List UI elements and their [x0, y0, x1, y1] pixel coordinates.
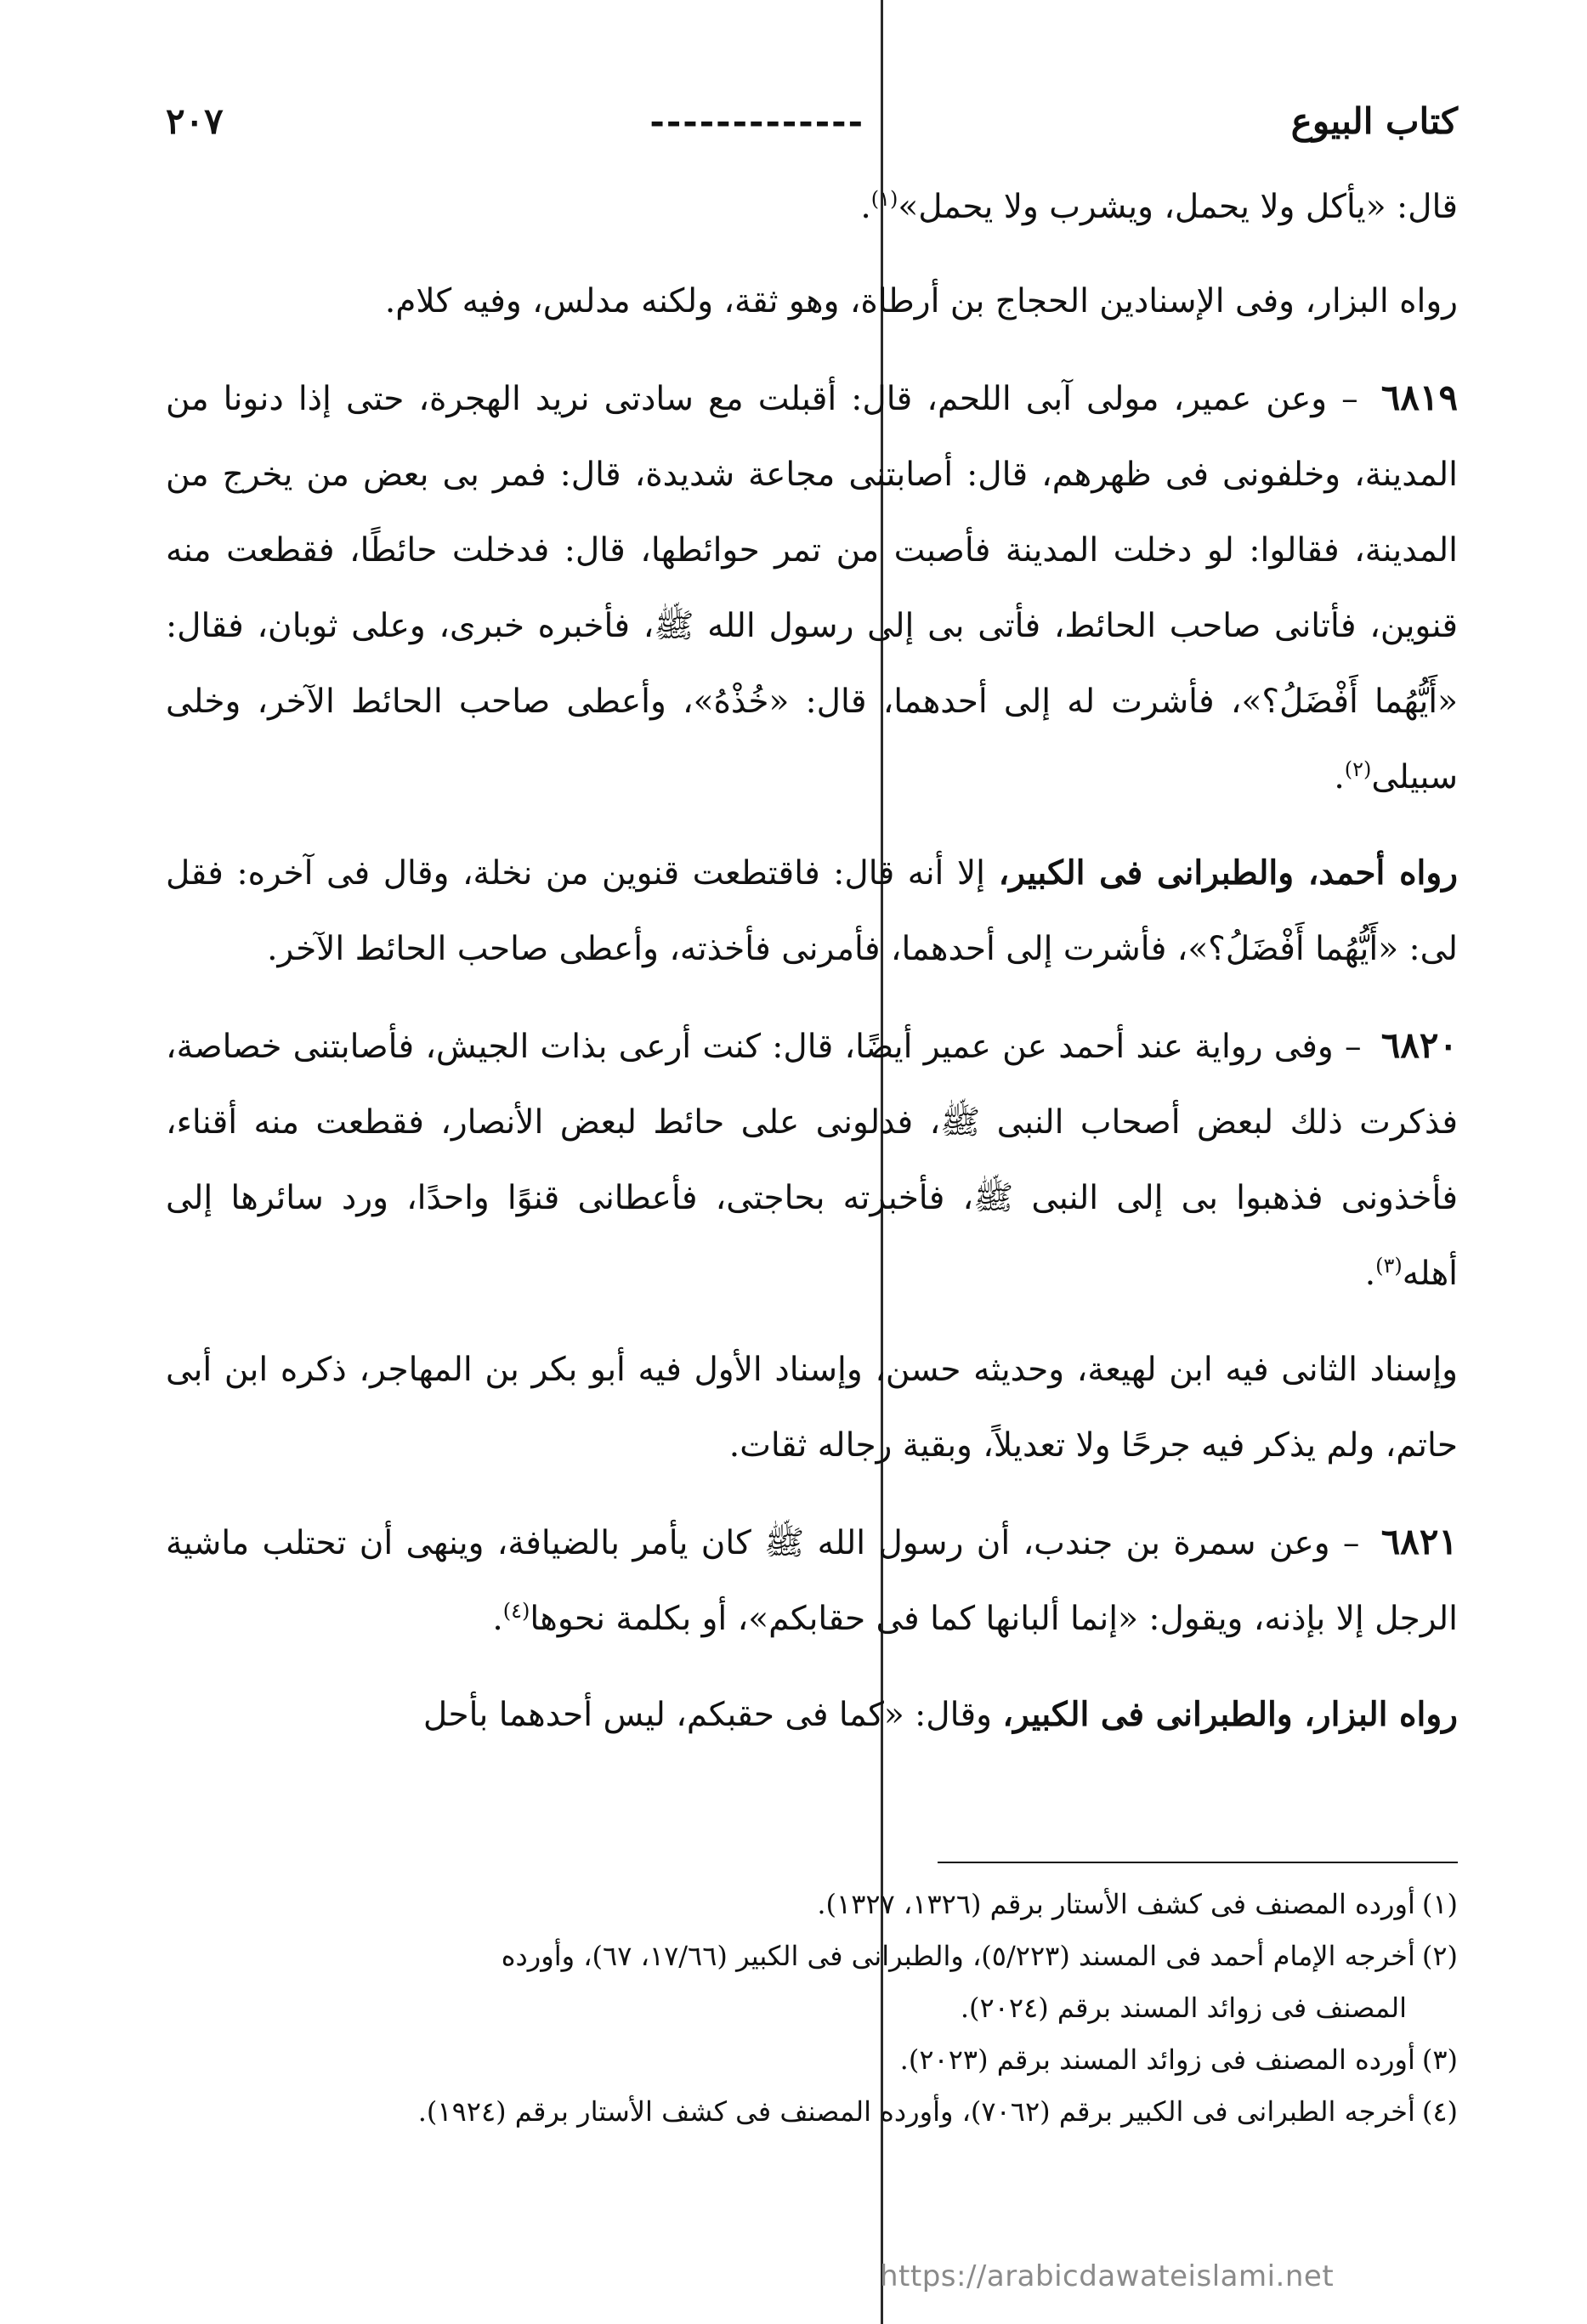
paragraph-isnad-note — [166, 1332, 1458, 1483]
footnote-text: أخرجه الطبرانى فى الكبير برقم (٧٠٦٢)، وأورده المصنف فى كشف الأستار برقم (١٩٢٤). — [417, 2095, 1415, 2128]
footnote-text: أورده المصنف فى كشف الأستار برقم (١٣٢٦، ١٣٢٧). — [817, 1888, 1415, 1920]
footnote-text: المصنف فى زوائد المسند برقم (٢٠٢٤). — [960, 1992, 1407, 2024]
paragraph-text: قال: «يأكل ولا يحمل، ويشرب ولا يحمل» — [898, 188, 1458, 226]
hadith-6821: ٦٨٢١ – وعن سمرة بن جندب، أن رسول الله ﷺ كان يأمر بالضيافة، وينهى أن تحتلب ماشية الرجل إلا بإذنه، ويقول: «إنما ألبانها كما فى حقابكم»، أو بكلمة نحوها$^{(٤)}$. — [166, 1521, 1458, 1638]
paragraph-source-note — [166, 264, 1458, 339]
footnote-label: (٣) — [1421, 2043, 1458, 2076]
hadith-text: – وعن عمير، مولى آبى اللحم، قال: أقبلت مع سادتى نريد الهجرة، حتى إذا دنونا من المدينة، وخلفونى فى ظهرهم، قال: أصابتنى مجاعة شديدة، قال: فمر بى بعض من يخرج من المدينة، فقالوا: لو دخلت المدينة فأصبت من تمر حوائطها، قال: فدخلت حائطًا، فقطعت منه قنوين، فأتانى صاحب الحائط، فأتى بى إلى رسول الله ﷺ، فأخبره خبرى، وعلى ثوبان، فقال: «أَيُّهُما أَفْضَلُ؟»، فأشرت له إلى أحدهما، قال: «خُذْهُ»، وأعطى صاحب الحائط الآخر، وخلى سبيلى — [166, 380, 1458, 796]
footnote-ref: (١) — [870, 187, 898, 211]
footnote-2-continued — [166, 1982, 1458, 2034]
hadith-number: ٦٨٢١ — [1380, 1521, 1458, 1562]
footnote-divider — [938, 1862, 1458, 1863]
page-number: ٢٠٧ — [166, 100, 224, 142]
hadith-text: – وعن سمرة بن جندب، أن رسول الله ﷺ كان يأمر بالضيافة، وينهى أن تحتلب ماشية الرجل إلا بإذنه، ويقول: «إنما ألبانها كما فى حقابكم»، أو بكلمة نحوها — [166, 1524, 1458, 1638]
hadith-number: ٦٨١٩ — [1380, 377, 1458, 418]
paragraph-text: وقال: «كما فى حقبكم، ليس أحدهما بأحل — [422, 1696, 992, 1734]
source-names: رواه البزار، والطبرانى فى الكبير، — [1002, 1695, 1458, 1734]
footnote-ref: (٤) — [502, 1599, 530, 1623]
watermark-url: https://arabicdawateislami.net — [880, 2259, 1335, 2293]
running-header — [166, 100, 1458, 142]
footnote-label: (٢) — [1421, 1940, 1458, 1972]
header-dashes: ------------- — [649, 100, 865, 142]
book-title: كتاب البيوع — [1290, 100, 1458, 142]
paragraph-text: وإسناد الثانى فيه ابن لهيعة، وحديثه حسن، وإسناد الأول فيه أبو بكر بن المهاجر، ذكره ابن أبى حاتم، ولم يذكر فيه جرحًا ولا تعديلاً، وبقية رجاله ثقات. — [166, 1351, 1458, 1465]
hadith-6819: ٦٨١٩ – وعن عمير، مولى آبى اللحم، قال: أقبلت مع سادتى نريد الهجرة، حتى إذا دنونا من المدينة، وخلفونى فى ظهرهم، قال: أصابتنى مجاعة شديدة، قال: فمر بى بعض من يخرج من المدينة، فقالوا: لو دخلت المدينة فأصبت من تمر حوائطها، قال: فدخلت حائطًا، فقطعت منه قنوين، فأتانى صاحب الحائط، فأتى بى إلى رسول الله ﷺ، فأخبره خبرى، وعلى ثوبان، فقال: «أَيُّهُما أَفْضَلُ؟»، فأشرت له إلى أحدهما، قال: «خُذْهُ»، وأعطى صاحب الحائط الآخر، وخلى سبيلى$^{(٢)}$. — [166, 377, 1458, 796]
footnote-label: (١) — [1421, 1888, 1458, 1920]
footnote-4 — [166, 2086, 1458, 2138]
source-names: رواه أحمد، والطبرانى فى الكبير، — [998, 853, 1459, 893]
paragraph-quote: قال: «يأكل ولا يحمل، ويشرب ولا يحمل»$^{(١)}$. — [860, 187, 1458, 226]
footnote-3 — [166, 2034, 1458, 2086]
paragraph-takhrij-6819 — [166, 836, 1458, 987]
hadith-text: – وفى رواية عند أحمد عن عمير أيضًا، قال: كنت أرعى بذات الجيش، فأصابتنى خصاصة، فذكرت ذلك لبعض أصحاب النبى ﷺ، فدلونى على حائط لبعض الأنصار، فقطعت منه أقناء، فأخذونى فذهبوا بى إلى النبى ﷺ، فأخبرته بحاجتى، فأعطانى قنوًا واحدًا، ورد سائرها إلى أهله — [166, 1028, 1458, 1293]
paragraph-takhrij-6821 — [166, 1677, 1458, 1753]
footnote-label: (٤) — [1421, 2095, 1458, 2128]
hadith-6820: ٦٨٢٠ – وفى رواية عند أحمد عن عمير أيضًا، قال: كنت أرعى بذات الجيش، فأصابتنى خصاصة، فذكرت ذلك لبعض أصحاب النبى ﷺ، فدلونى على حائط لبعض الأنصار، فقطعت منه أقناء، فأخذونى فذهبوا بى إلى النبى ﷺ، فأخبرته بحاجتى، فأعطانى قنوًا واحدًا، ورد سائرها إلى أهله$^{(٣)}$. — [166, 1024, 1458, 1293]
page-content — [166, 100, 1458, 2138]
paragraph-text: رواه البزار، وفى الإسنادين الحجاج بن أرطاة، وهو ثقة، ولكنه مدلس، وفيه كلام. — [384, 282, 1458, 320]
footnote-ref: (٢) — [1344, 757, 1372, 781]
footnote-1 — [166, 1879, 1458, 1930]
footnote-text: أورده المصنف فى زوائد المسند برقم (٢٠٢٣). — [899, 2043, 1415, 2076]
paragraph-text: إلا أنه قال: فاقتطعت قنوين من نخلة، وقال فى آخره: فقل لى: «أَيُّهُما أَفْضَلُ؟»، فأشرت إلى أحدهما، فأمرنى فأخذته، وأعطى صاحب الحائط الآخر. — [166, 854, 1458, 968]
footnote-ref: (٣) — [1375, 1254, 1403, 1278]
footnote-text: أخرجه الإمام أحمد فى المسند (٥/٢٢٣)، والطبرانى فى الكبير (١٧/٦٦، ٦٧)، وأورده — [501, 1940, 1415, 1972]
footnote-2 — [166, 1930, 1458, 1982]
hadith-number: ٦٨٢٠ — [1380, 1024, 1458, 1066]
